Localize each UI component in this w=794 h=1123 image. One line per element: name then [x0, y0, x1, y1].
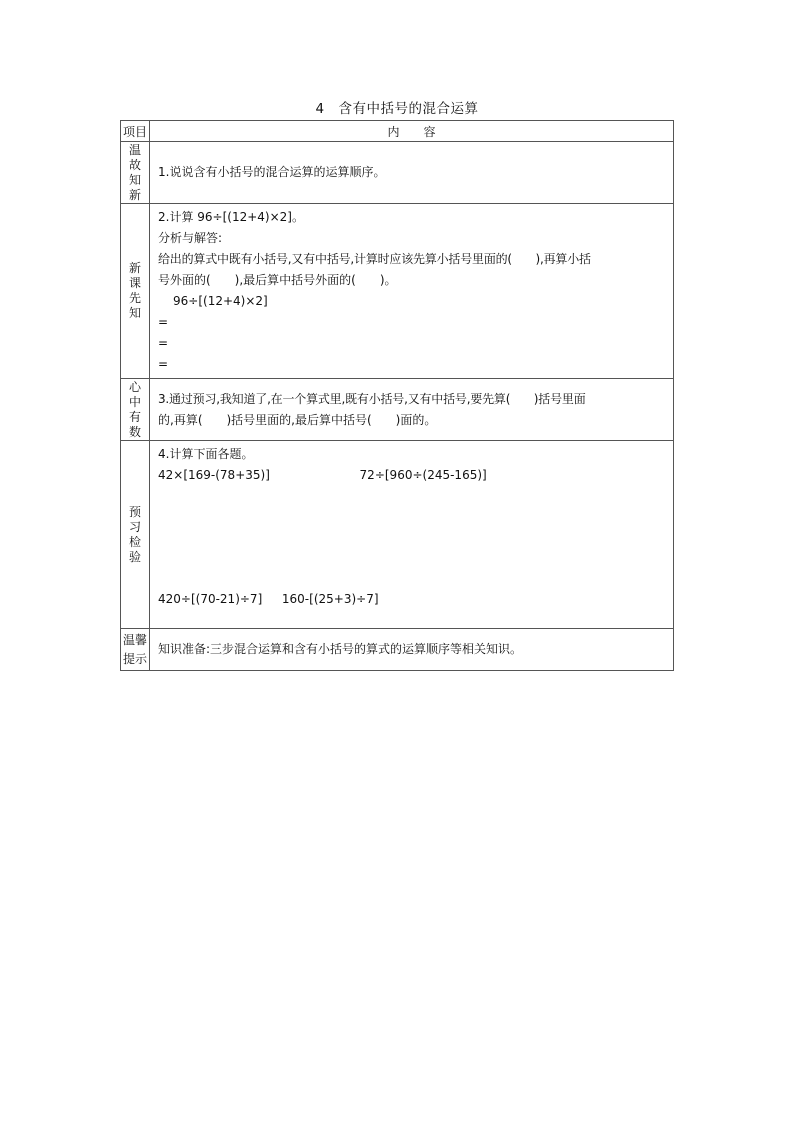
- label-new: 新 课 先 知: [121, 204, 150, 379]
- mind-line-1: 3.通过预习,我知道了,在一个算式里,既有小括号,又有中括号,要先算( )括号里面: [158, 391, 586, 406]
- problem-row-2: [158, 589, 379, 610]
- header-row: [121, 121, 674, 142]
- question-2: 2.计算 96÷[(12+4)×2]。: [158, 210, 304, 224]
- problem-4: 160-[(25+3)÷7]: [281, 592, 379, 606]
- header-item: 项目: [121, 121, 150, 142]
- mind-line-2: 的,再算( )括号里面的,最后算中括号( )面的。: [158, 412, 437, 427]
- tip-text: 知识准备:三步混合运算和含有小括号的算式的运算顺序等相关知识。: [150, 629, 674, 671]
- page-title: 4 含有中括号的混合运算: [315, 101, 479, 117]
- expression: 96÷[(12+4)×2]: [173, 294, 268, 308]
- row-tip: [121, 629, 674, 671]
- label-mind: 心 中 有 数: [121, 379, 150, 441]
- equals-line-2: =: [158, 336, 169, 350]
- problem-2: 72÷[960÷(245-165)]: [359, 468, 487, 482]
- label-tip: 温馨 提示: [121, 629, 150, 671]
- analysis-line-1: 给出的算式中既有小括号,又有中括号,计算时应该先算小括号里面的( ),再算小括: [158, 252, 591, 266]
- label-check: 预 习 检 验: [121, 441, 150, 629]
- row-new: [121, 204, 674, 379]
- problem-3: 420÷[(70-21)÷7]: [158, 592, 263, 606]
- new-content: [150, 204, 674, 379]
- lesson-table: [120, 120, 674, 671]
- equals-line-1: =: [158, 315, 169, 329]
- question-4: 4.计算下面各题。: [158, 447, 254, 461]
- label-review: 温 故 知 新: [121, 142, 150, 204]
- mind-content: [150, 379, 674, 441]
- problem-1: 42×[169-(78+35)]: [158, 468, 270, 482]
- row-mind: [121, 379, 674, 441]
- check-content: [150, 441, 674, 629]
- header-content: 内 容: [150, 121, 674, 142]
- equals-line-3: =: [158, 357, 169, 371]
- row-check: [121, 441, 674, 629]
- analysis-line-2: 号外面的( ),最后算中括号外面的( )。: [158, 273, 397, 287]
- analysis-heading: 分析与解答:: [158, 231, 223, 245]
- problem-row-1: [158, 465, 665, 486]
- row-review: [121, 142, 674, 204]
- review-text: 1.说说含有小括号的混合运算的运算顺序。: [150, 142, 674, 204]
